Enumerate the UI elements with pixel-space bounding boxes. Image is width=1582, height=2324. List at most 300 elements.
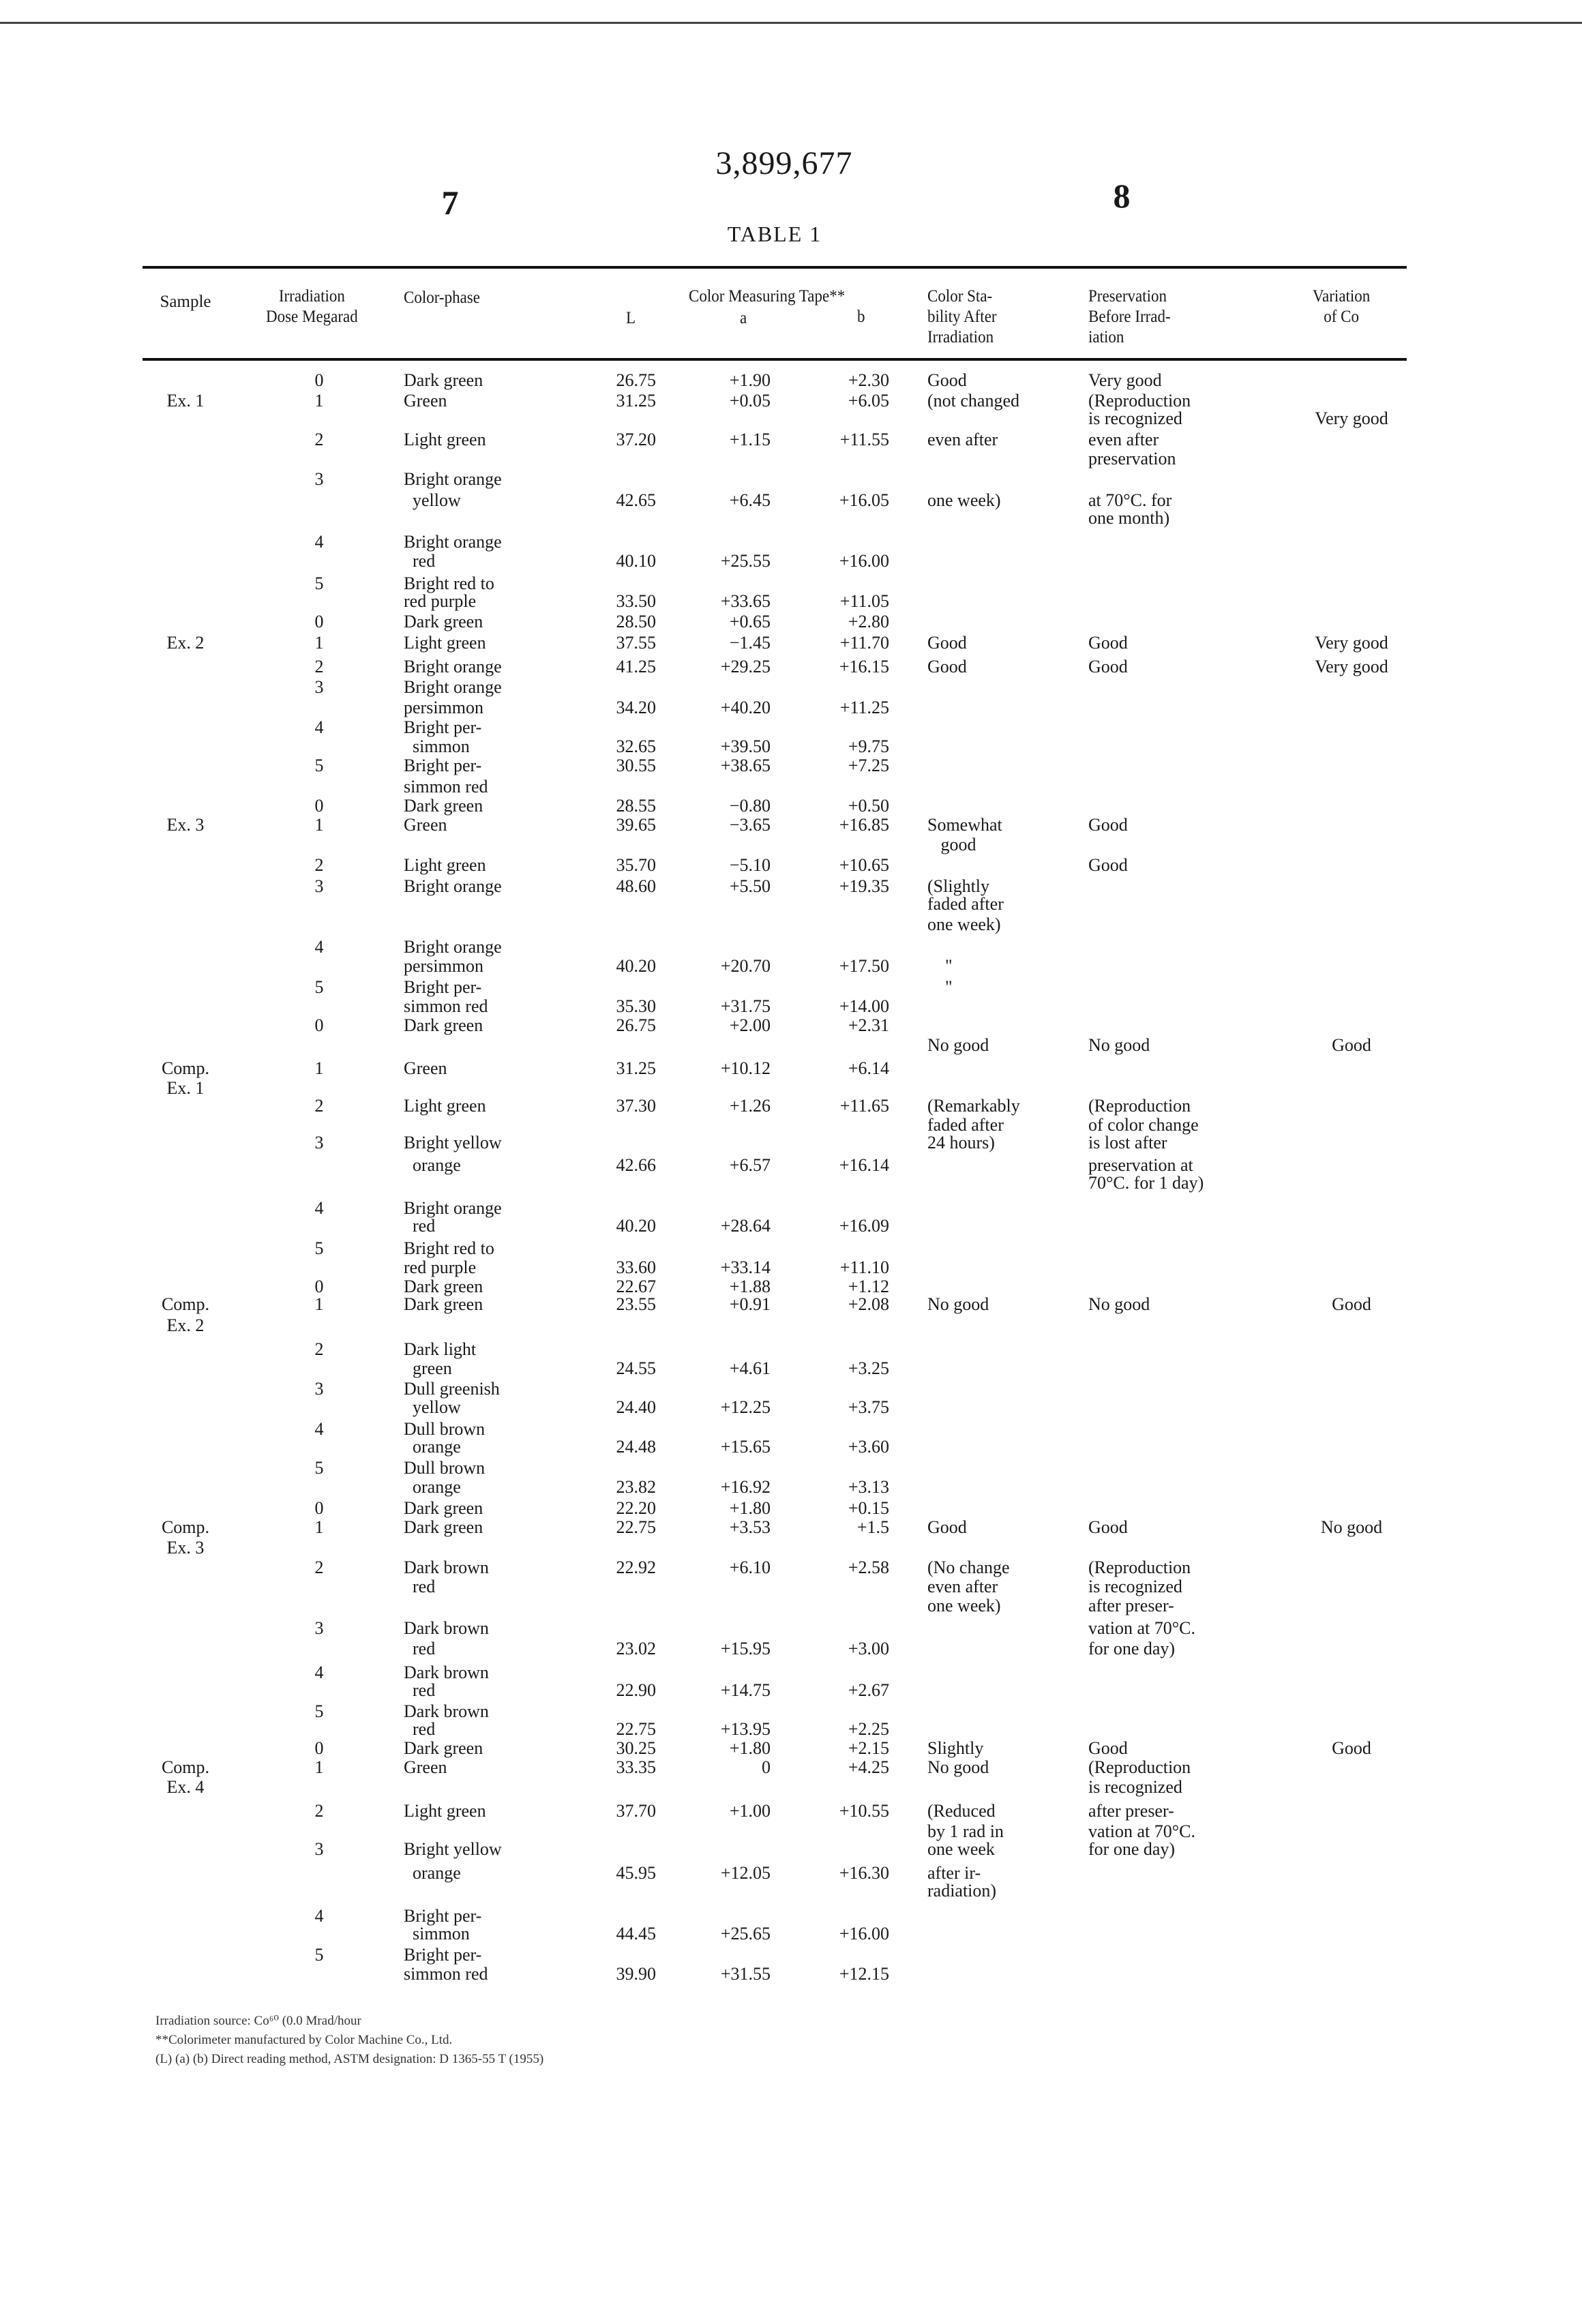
cell-preservation: Very good [1088,371,1162,390]
cell-color-stability: good [927,835,976,854]
cell-dose: 3 [315,877,324,896]
cell-color-stability: Slightly [927,1739,983,1758]
cell-color-phase: orange [404,1478,461,1497]
cell-L-value: 26.75 [616,1016,657,1035]
cell-color-phase: persimmon [404,698,483,717]
cell-color-phase: Bright yellow [404,1133,502,1152]
cell-color-stability: radiation) [927,1881,996,1901]
top-page-rule [0,22,1582,24]
header-stability-line3: Irradiation [927,327,997,348]
cell-variation: Very good [1315,409,1388,428]
cell-L-value: 32.65 [616,737,657,756]
cell-color-phase: Bright per- [404,1946,481,1965]
header-preservation-line2: Before Irrad- [1088,307,1171,327]
header-preservation [1088,286,1171,348]
cell-sample: Ex. 1 [167,391,205,411]
cell-dose: 5 [315,978,324,997]
cell-b-value: +3.00 [848,1639,889,1658]
cell-color-phase: Light green [404,856,486,875]
cell-color-phase: Green [404,391,447,411]
header-variation-line2: of Co [1313,307,1370,327]
cell-color-phase: persimmon [404,957,483,976]
cell-color-phase: Dull brown [404,1420,485,1439]
cell-preservation: after preser- [1088,1596,1174,1615]
cell-b-value: +0.15 [848,1499,889,1518]
cell-preservation: is recognized [1088,1778,1182,1797]
cell-L-value: 22.92 [616,1558,657,1577]
cell-a-value: +14.75 [721,1681,771,1700]
cell-sample: Ex. 2 [167,634,205,653]
cell-L-value: 40.20 [616,957,657,976]
cell-color-stability: 24 hours) [927,1133,995,1152]
cell-color-phase: Dark green [404,1016,483,1035]
cell-preservation: Good [1088,657,1128,676]
cell-dose: 3 [315,678,324,697]
cell-preservation: Good [1088,1518,1128,1537]
cell-b-value: +11.65 [840,1097,889,1116]
cell-color-phase: red purple [404,1258,476,1277]
cell-color-stability: " [927,957,953,976]
cell-a-value: +1.15 [730,430,771,449]
cell-color-phase: orange [404,1156,461,1175]
cell-dose: 4 [315,938,324,957]
cell-L-value: 33.60 [616,1258,657,1277]
cell-dose: 3 [315,1619,324,1638]
cell-b-value: +10.55 [839,1802,889,1821]
cell-L-value: 23.82 [616,1478,657,1497]
cell-b-value: +11.10 [840,1258,889,1277]
cell-preservation: vation at 70°C. [1088,1619,1195,1638]
cell-dose: 1 [315,634,324,653]
cell-b-value: +2.31 [848,1016,889,1035]
cell-a-value: +2.00 [730,1016,771,1035]
cell-b-value: +2.30 [848,371,889,390]
cell-variation: Very good [1315,634,1388,653]
cell-dose: 0 [315,1016,324,1035]
cell-color-phase: Bright red to [404,574,494,593]
cell-color-phase: Dark green [404,612,483,631]
cell-a-value: +1.80 [730,1499,771,1518]
cell-b-value: +14.00 [839,997,889,1016]
cell-dose: 1 [315,1295,324,1314]
header-color-phase: Color-phase [404,288,480,308]
cell-color-phase: orange [404,1437,461,1457]
header-dose-line2: Dose Megarad [266,307,358,327]
cell-a-value: +10.12 [721,1059,771,1078]
cell-preservation: (Reproduction [1088,391,1191,411]
cell-a-value: +31.55 [721,1965,771,1984]
cell-preservation: 70°C. for 1 day) [1088,1174,1204,1193]
cell-L-value: 30.55 [616,756,657,775]
cell-color-stability: one week) [927,1596,1001,1615]
cell-color-stability: (No change [927,1558,1010,1577]
header-stability-line2: bility After [927,307,997,327]
cell-color-phase: yellow [404,491,461,510]
cell-b-value: +19.35 [839,877,889,896]
patent-number: 3,899,677 [716,145,853,182]
header-stability-line1: Color Sta- [927,286,997,307]
cell-color-stability: No good [927,1758,989,1777]
cell-color-phase: Dark green [404,371,483,390]
cell-a-value: +5.50 [730,877,771,896]
cell-color-phase: simmon [404,1924,470,1943]
cell-b-value: +11.55 [840,430,889,449]
cell-color-phase: Bright per- [404,1907,481,1926]
cell-color-phase: Dark light [404,1340,476,1359]
cell-color-phase: red [404,1217,435,1236]
cell-L-value: 39.90 [616,1965,657,1984]
cell-b-value: +16.30 [839,1864,889,1883]
cell-variation: Good [1332,1295,1371,1314]
cell-L-value: 35.30 [616,997,657,1016]
cell-L-value: 24.48 [616,1437,657,1457]
cell-a-value: +38.65 [721,756,771,775]
cell-color-phase: Dark brown [404,1619,489,1638]
cell-L-value: 22.90 [616,1681,657,1700]
cell-color-phase: Bright orange [404,678,502,697]
cell-color-phase: Light green [404,1097,486,1116]
cell-a-value: +1.00 [730,1802,771,1821]
cell-preservation: Good [1088,856,1128,875]
cell-L-value: 28.55 [616,796,657,816]
cell-sample: Ex. 1 [167,1079,205,1098]
cell-a-value: +6.10 [730,1558,771,1577]
cell-variation: No good [1321,1518,1382,1537]
header-L: L [626,308,636,329]
cell-a-value: +33.14 [721,1258,771,1277]
cell-color-phase: simmon red [404,1965,488,1984]
cell-L-value: 37.30 [616,1097,657,1116]
column-number-right: 8 [1114,176,1131,215]
cell-L-value: 41.25 [616,657,657,676]
cell-sample: Ex. 4 [167,1778,205,1797]
cell-sample: Comp. [162,1059,209,1078]
cell-dose: 4 [315,1907,324,1926]
cell-a-value: +16.92 [721,1478,771,1497]
cell-color-stability: " [927,978,953,997]
cell-b-value: +2.80 [848,612,889,631]
cell-color-phase: green [404,1359,452,1378]
cell-color-phase: Bright orange [404,533,502,552]
cell-L-value: 23.02 [616,1639,657,1658]
cell-a-value: +29.25 [721,657,771,676]
cell-preservation: is recognized [1088,409,1182,428]
cell-b-value: +7.25 [848,756,889,775]
cell-a-value: +31.75 [721,997,771,1016]
cell-b-value: +3.75 [848,1398,889,1417]
cell-preservation: is recognized [1088,1577,1182,1596]
cell-color-stability: Good [927,371,967,390]
cell-b-value: +11.25 [840,698,889,717]
cell-a-value: +28.64 [721,1217,771,1236]
cell-color-phase: Dark green [404,1295,483,1314]
cell-a-value: +15.65 [721,1437,771,1457]
cell-color-phase: simmon [404,737,470,756]
cell-color-phase: Bright orange [404,938,502,957]
cell-b-value: +2.67 [848,1681,889,1700]
cell-sample: Ex. 2 [167,1316,205,1335]
cell-dose: 2 [315,430,324,449]
cell-preservation: is lost after [1088,1133,1167,1152]
cell-b-value: +16.14 [839,1156,889,1175]
cell-color-phase: red purple [404,592,476,611]
cell-preservation: preservation at [1088,1156,1193,1175]
cell-a-value: +25.65 [721,1924,771,1943]
header-color-measuring-tape: Color Measuring Tape** [689,286,845,307]
cell-b-value: +16.00 [839,1924,889,1943]
cell-dose: 3 [315,1840,324,1859]
cell-b-value: +17.50 [839,957,889,976]
cell-sample: Comp. [162,1758,209,1777]
cell-color-phase: Green [404,1059,447,1078]
cell-a-value: −5.10 [730,856,771,875]
cell-b-value: +3.13 [848,1478,889,1497]
cell-L-value: 39.65 [616,816,657,835]
cell-b-value: +12.15 [839,1965,889,1984]
header-preservation-line3: iation [1088,327,1171,348]
cell-b-value: +0.50 [848,796,889,816]
cell-preservation: (Reproduction [1088,1558,1191,1577]
cell-b-value: +16.00 [839,552,889,571]
cell-color-phase: Dark brown [404,1702,489,1721]
cell-a-value: +33.65 [721,592,771,611]
cell-sample: Comp. [162,1518,209,1537]
cell-color-phase: Dark brown [404,1663,489,1682]
cell-a-value: +0.05 [730,391,771,411]
cell-color-phase: simmon red [404,777,488,796]
cell-color-stability: by 1 rad in [927,1822,1004,1841]
cell-L-value: 22.67 [616,1277,657,1296]
cell-L-value: 24.40 [616,1398,657,1417]
cell-a-value: +20.70 [721,957,771,976]
cell-color-stability: one week [927,1840,995,1859]
cell-dose: 3 [315,1380,324,1399]
cell-color-phase: Dark green [404,1518,483,1537]
cell-L-value: 28.50 [616,612,657,631]
cell-L-value: 33.50 [616,592,657,611]
cell-color-phase: Green [404,816,447,835]
cell-b-value: +2.25 [848,1720,889,1739]
cell-b-value: +6.14 [848,1059,889,1078]
cell-color-phase: Bright red to [404,1239,494,1258]
cell-a-value: +40.20 [721,698,771,717]
cell-dose: 3 [315,1133,324,1152]
cell-a-value: +1.26 [730,1097,771,1116]
cell-color-phase: Dull brown [404,1459,485,1478]
cell-dose: 5 [315,574,324,593]
cell-color-phase: Dark green [404,1277,483,1296]
cell-dose: 0 [315,371,324,390]
table-title: TABLE 1 [728,222,822,247]
cell-dose: 1 [315,1059,324,1078]
cell-color-phase: Bright orange [404,470,502,489]
cell-color-phase: Green [404,1758,447,1777]
cell-dose: 2 [315,1340,324,1359]
cell-color-stability: (Remarkably [927,1097,1020,1116]
cell-color-stability: faded after [927,895,1004,914]
cell-color-stability: Good [927,634,967,653]
cell-b-value: +16.05 [839,491,889,510]
cell-color-phase: Bright per- [404,978,481,997]
cell-a-value: +4.61 [730,1359,771,1378]
cell-color-phase: Light green [404,430,486,449]
cell-preservation: Good [1088,1739,1128,1758]
cell-preservation: preservation [1088,449,1176,468]
cell-b-value: +2.15 [848,1739,889,1758]
cell-color-stability: (Slightly [927,877,989,896]
cell-b-value: +1.5 [857,1518,889,1537]
cell-dose: 0 [315,612,324,631]
cell-dose: 2 [315,856,324,875]
header-b: b [857,307,865,327]
cell-color-phase: red [404,552,435,571]
cell-preservation: Good [1088,634,1128,653]
header-variation [1313,286,1370,327]
header-a: a [740,308,747,329]
cell-color-stability: even after [927,430,998,449]
cell-sample: Ex. 3 [167,816,205,835]
cell-a-value: −0.80 [730,796,771,816]
cell-color-stability: one week) [927,491,1001,510]
cell-color-phase: red [404,1577,435,1596]
cell-b-value: +16.09 [839,1217,889,1236]
cell-L-value: 42.65 [616,491,657,510]
cell-color-stability: No good [927,1036,989,1055]
cell-b-value: +3.25 [848,1359,889,1378]
cell-color-phase: Bright orange [404,877,502,896]
cell-dose: 0 [315,1499,324,1518]
cell-variation: Good [1332,1739,1371,1758]
cell-a-value: +1.90 [730,371,771,390]
cell-a-value: −1.45 [730,634,771,653]
cell-color-stability: (not changed [927,391,1019,411]
cell-L-value: 22.75 [616,1518,657,1537]
cell-variation: Very good [1315,657,1388,676]
cell-L-value: 34.20 [616,698,657,717]
cell-color-phase: red [404,1639,435,1658]
header-dose [266,286,358,327]
cell-L-value: 31.25 [616,1059,657,1078]
cell-dose: 2 [315,1558,324,1577]
header-preservation-line1: Preservation [1088,286,1171,307]
footnote-2: **Colorimeter manufactured by Color Machine Co., Ltd. [155,2031,452,2050]
cell-color-phase: Bright orange [404,1199,502,1218]
cell-a-value: +12.05 [721,1864,771,1883]
cell-a-value: +1.80 [730,1739,771,1758]
cell-color-phase: Bright per- [404,756,481,775]
cell-preservation: for one day) [1088,1840,1175,1859]
cell-L-value: 23.55 [616,1295,657,1314]
cell-b-value: +9.75 [848,737,889,756]
cell-color-phase: Dark green [404,1499,483,1518]
cell-L-value: 33.35 [616,1758,657,1777]
header-variation-line1: Variation [1313,286,1370,307]
cell-a-value: +0.65 [730,612,771,631]
cell-b-value: +16.15 [839,657,889,676]
cell-color-phase: Dull greenish [404,1380,500,1399]
cell-preservation: No good [1088,1036,1150,1055]
cell-dose: 2 [315,1802,324,1821]
cell-b-value: +3.60 [848,1437,889,1457]
cell-b-value: +16.85 [839,816,889,835]
cell-a-value: −3.65 [730,816,771,835]
cell-dose: 2 [315,1097,324,1116]
header-dose-line1: Irradiation [266,286,358,307]
cell-a-value: +39.50 [721,737,771,756]
cell-L-value: 22.75 [616,1720,657,1739]
cell-b-value: +6.05 [848,391,889,411]
cell-color-stability: No good [927,1295,989,1314]
cell-color-stability: after ir- [927,1864,981,1883]
cell-color-stability: Good [927,1518,967,1537]
cell-color-stability: Good [927,657,967,676]
cell-b-value: +2.58 [848,1558,889,1577]
cell-color-stability: (Reduced [927,1802,996,1821]
cell-color-phase: yellow [404,1398,461,1417]
cell-b-value: +2.08 [848,1295,889,1314]
cell-color-phase: Light green [404,634,486,653]
cell-dose: 1 [315,1518,324,1537]
cell-L-value: 37.55 [616,634,657,653]
cell-color-stability: one week) [927,915,1001,934]
cell-color-phase: orange [404,1864,461,1883]
cell-sample: Comp. [162,1295,209,1314]
cell-color-phase: Bright yellow [404,1840,502,1859]
cell-L-value: 37.70 [616,1802,657,1821]
cell-a-value: +6.45 [730,491,771,510]
cell-dose: 5 [315,1946,324,1965]
cell-sample: Ex. 3 [167,1538,205,1558]
cell-a-value: +13.95 [721,1720,771,1739]
cell-dose: 0 [315,1739,324,1758]
cell-variation: Good [1332,1036,1371,1055]
footnote-3: (L) (a) (b) Direct reading method, ASTM designation: D 1365-55 T (1955) [155,2050,543,2069]
cell-L-value: 31.25 [616,391,657,411]
cell-dose: 1 [315,391,324,411]
cell-color-stability: Somewhat [927,816,1002,835]
cell-L-value: 26.75 [616,371,657,390]
cell-color-phase: red [404,1720,435,1739]
cell-preservation: of color change [1088,1116,1199,1135]
header-sample: Sample [160,292,211,312]
cell-dose: 4 [315,533,324,552]
table-header-rule [143,358,1407,361]
cell-L-value: 45.95 [616,1864,657,1883]
table-top-rule [143,266,1407,269]
cell-dose: 4 [315,718,324,737]
cell-color-phase: Dark green [404,1739,483,1758]
cell-dose: 4 [315,1420,324,1439]
cell-dose: 1 [315,1758,324,1777]
cell-b-value: +10.65 [839,856,889,875]
cell-color-stability: faded after [927,1116,1004,1135]
cell-dose: 3 [315,470,324,489]
cell-preservation: one month) [1088,509,1169,528]
cell-color-phase: red [404,1681,435,1700]
cell-L-value: 30.25 [616,1739,657,1758]
cell-dose: 4 [315,1199,324,1218]
cell-preservation: after preser- [1088,1802,1174,1821]
cell-preservation: vation at 70°C. [1088,1822,1195,1841]
cell-a-value: +3.53 [730,1518,771,1537]
cell-preservation: even after [1088,430,1159,449]
cell-color-phase: Light green [404,1802,486,1821]
cell-L-value: 37.20 [616,430,657,449]
cell-dose: 5 [315,1239,324,1258]
cell-L-value: 44.45 [616,1924,657,1943]
footnote-1: Irradiation source: Co⁶⁰ (0.0 Mrad/hour [155,2012,361,2031]
cell-preservation: for one day) [1088,1639,1175,1658]
